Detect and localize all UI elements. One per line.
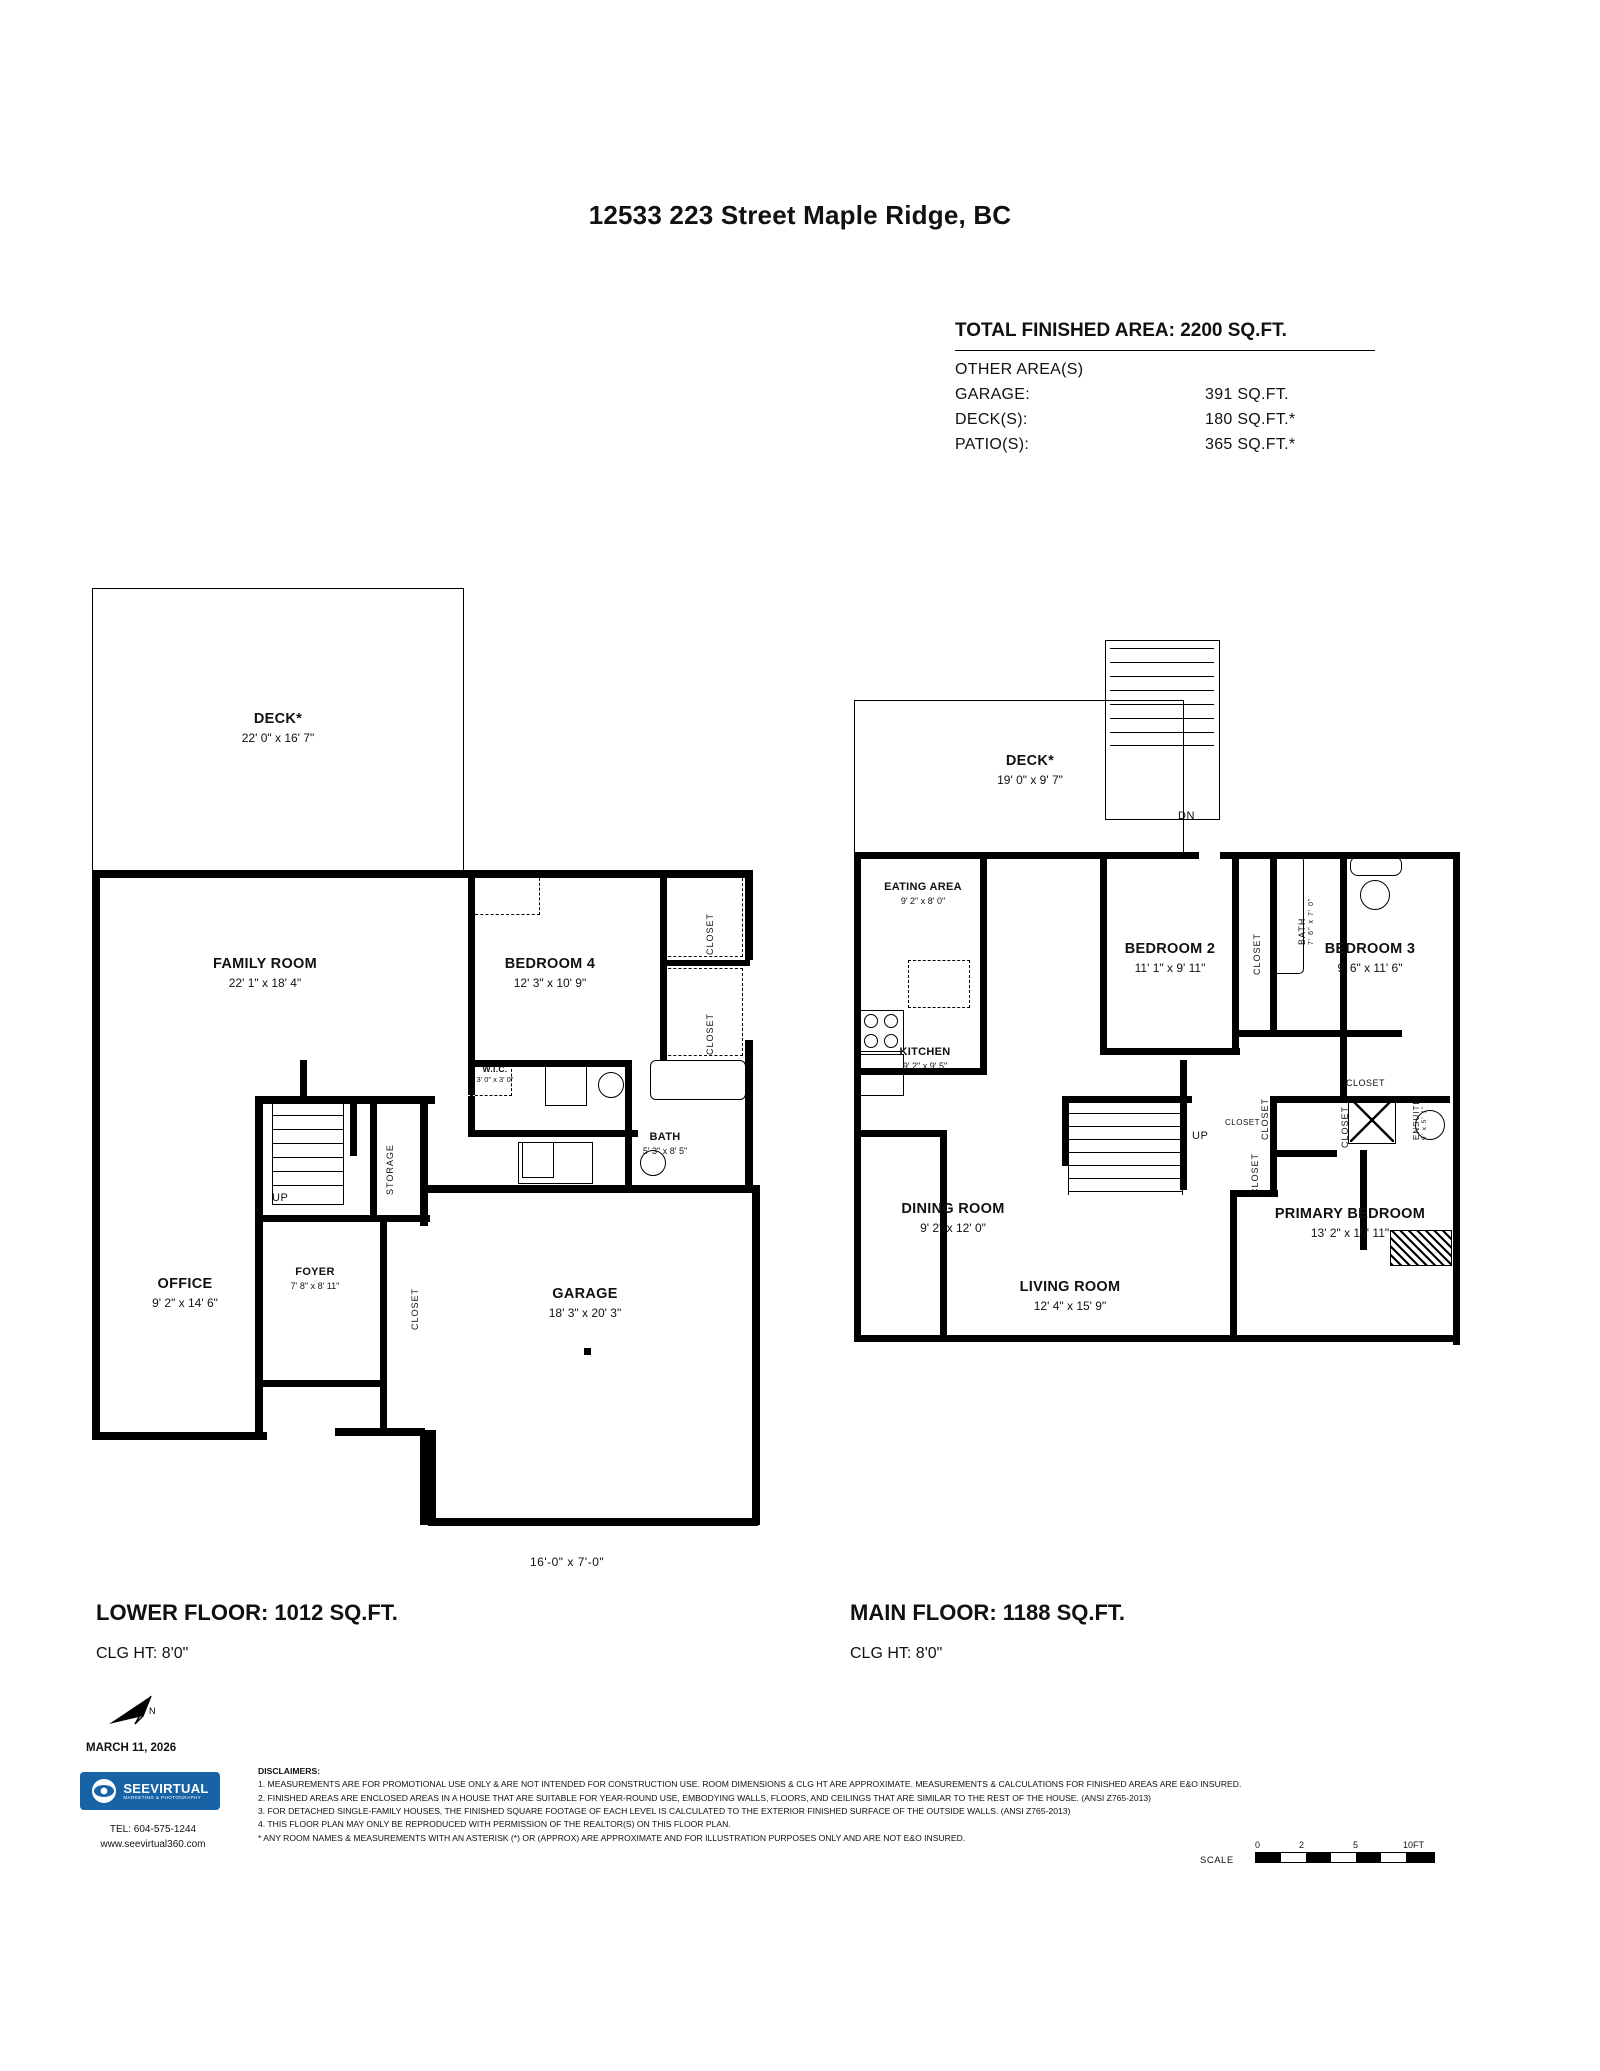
north-arrow-icon (105, 1690, 165, 1738)
wall-lower-top (92, 870, 752, 878)
logo-name: SEEVIRTUAL (123, 1781, 209, 1796)
closet-shelf-dash-right (663, 873, 743, 957)
closet-label-hall: CLOSET (1260, 1097, 1270, 1140)
wall-foyer-closet-left (380, 1218, 387, 1433)
wall-storage-right (370, 1096, 377, 1221)
room-eating-area: EATING AREA 9' 2" x 8' 0" (884, 881, 962, 906)
area-row-patios-value: 365 SQ.FT.* (1205, 436, 1296, 453)
wall-foyer-bottom (255, 1380, 385, 1387)
wall-bath-main-bottom (1232, 1030, 1402, 1037)
scale-tick-5: 5 (1353, 1840, 1359, 1850)
wall-bath-left (625, 1060, 632, 1190)
wall-main-left (854, 852, 861, 1342)
plan-date: MARCH 11, 2026 (86, 1742, 177, 1754)
disclaimer-asterisk: * ANY ROOM NAMES & MEASUREMENTS WITH AN ASTERISK (*) OR (APPROX) ARE APPROXIMATE AND FOR ILLUSTRATION PURPOSES ONLY AND ARE NOT E&O INSURED. (258, 1832, 966, 1843)
scale-ticks (1255, 1840, 1435, 1852)
kitchen-island-dash (908, 960, 970, 1008)
disclaimer-1: 1. MEASUREMENTS ARE FOR PROMOTIONAL USE ONLY & ARE NOT INTENDED FOR CONSTRUCTION USE. ROOM DIMENSIONS & CLG HT ARE APPROXIMATE. MEASUREMENTS & CALCULATIONS FOR FINISHED AREAS ARE E&O INSURED. (258, 1779, 1242, 1790)
room-bath-lower: BATH 5' 3" x 8' 5" (642, 1131, 688, 1156)
room-foyer: FOYER 7' 8" x 8' 11" (290, 1266, 340, 1291)
room-primary-bedroom: PRIMARY BEDROOM 13' 2" x 10' 11" (1274, 1206, 1426, 1240)
tub-fixture-lower (650, 1060, 746, 1100)
wall-garage-top (420, 1185, 760, 1193)
wall-lower-bottom-left (92, 1432, 267, 1440)
room-kitchen: KITCHEN 9' 2" x 9' 5" (899, 1046, 951, 1071)
wall-primary-top-left (1270, 1096, 1277, 1196)
ensuite-label: ENSUITE (1412, 1098, 1421, 1140)
wall-wic-right (300, 1060, 307, 1096)
area-row-decks-value: 180 SQ.FT.* (1205, 411, 1296, 428)
toilet-fixture-main (1350, 856, 1402, 876)
room-deck-lower: DECK* 22' 0" x 16' 7" (241, 711, 315, 745)
ensuite-dim: 9' x 5' 1" (1421, 1105, 1428, 1140)
lower-floor-clg: CLG HT: 8'0" (96, 1645, 189, 1662)
disclaimer-2: 2. FINISHED AREAS ARE ENCLOSED AREAS IN A HOUSE THAT ARE SUITABLE FOR YEAR-ROUND USE, EMBODYING WALLS, FLOORS, AND CEILINGS THAT ARE SIMILAR TO THE REST OF THE HOUSE. (ANSI Z765-2013) (258, 1792, 1152, 1803)
room-deck-main: DECK* 19' 0" x 9' 7" (997, 753, 1063, 787)
area-row-garage-key: GARAGE: (955, 386, 1031, 403)
wall-foyer-right (420, 1096, 428, 1226)
garage-center-dot (584, 1348, 591, 1355)
bath-dim-main: 7' 6" x 7' 0" (1308, 897, 1315, 945)
north-arrow (105, 1690, 165, 1738)
wall-bath-bottom (468, 1130, 638, 1137)
staircase-lower (272, 1100, 344, 1205)
closet-shelf-dash-bed4 (470, 873, 540, 915)
wall-foyer-top (255, 1215, 430, 1222)
wall-garage-inner (428, 1430, 436, 1525)
contact-info (78, 1822, 228, 1852)
sink-fixture-lower (598, 1072, 624, 1098)
storage-label-lower: STORAGE (385, 1144, 395, 1195)
room-dining-room: DINING ROOM 9' 2" x 12' 0" (901, 1201, 1005, 1235)
disclaimers-title: DISCLAIMERS: (258, 1766, 321, 1776)
disclaimer-4: 4. THIS FLOOR PLAN MAY ONLY BE REPRODUCED WITH PERMISSION OF THE REALTOR(S) ON THIS FLOOR PLAN. (258, 1819, 731, 1830)
wall-bed3-left (1340, 1030, 1347, 1100)
closet-label-primary: CLOSET (1250, 1152, 1260, 1195)
main-floor-caption: MAIN FLOOR: 1188 SQ.FT. (850, 1600, 1126, 1625)
wall-garage-left-lower (420, 1430, 428, 1525)
wall-main-top-left (854, 852, 1199, 859)
closet-label-lower-upper: CLOSET (705, 912, 715, 955)
main-floor-clg: CLG HT: 8'0" (850, 1645, 943, 1662)
staircase-main (1068, 1100, 1183, 1195)
scale-bar (1255, 1840, 1435, 1863)
ensuite-shower-x (1350, 1098, 1394, 1142)
room-garage: GARAGE 18' 3" x 20' 3" (548, 1286, 622, 1320)
room-bedroom-3: BEDROOM 3 9' 6" x 11' 6" (1324, 941, 1416, 975)
stove-burner-1 (864, 1014, 878, 1028)
logo-tagline: MARKETING & PHOTOGRAPHY (123, 1795, 202, 1800)
company-logo[interactable] (80, 1772, 220, 1810)
patio-dimension-label: 16'-0" x 7'-0" (530, 1555, 605, 1569)
total-finished-area: TOTAL FINISHED AREA: 2200 SQ.FT. (955, 320, 1287, 341)
wall-lower-left (92, 870, 100, 1440)
closet-label-foyer: CLOSET (410, 1287, 420, 1330)
closet-label-bed3-side: CLOSET (1340, 1105, 1350, 1148)
scale-label: SCALE (1200, 1855, 1234, 1866)
stove-burner-2 (884, 1014, 898, 1028)
wall-garage-right (752, 1185, 760, 1525)
wall-lower-right-mid (745, 1040, 753, 1190)
area-row-patios-key: PATIO(S): (955, 436, 1030, 453)
wall-main-right (1453, 855, 1460, 1345)
closet-label-lower-lower: CLOSET (705, 1012, 715, 1055)
lower-floor-plan (0, 0, 800, 1662)
page-title: 12533 223 Street Maple Ridge, BC (588, 200, 1012, 230)
area-row-decks-key: DECK(S): (955, 411, 1028, 428)
stair-dn-label: DN (1178, 810, 1195, 822)
closet-label-bed3: CLOSET (1346, 1078, 1386, 1088)
disclaimer-3: 3. FOR DETACHED SINGLE-FAMILY HOUSES, THE FINISHED SQUARE FOOTAGE OF EACH LEVEL IS CALCULATED TO THE EXTERIOR FINISHED SURFACE OF THE OUTSIDE WALLS. (ANSI Z765-2013) (258, 1805, 1071, 1816)
svg-text:N: N (149, 1706, 156, 1716)
bath-label-main: BATH (1297, 917, 1307, 945)
stair-up-label-main: UP (1192, 1130, 1209, 1142)
wall-garage-bottom (428, 1518, 758, 1526)
closet-label-small: CLOSET (1225, 1118, 1261, 1127)
scale-tick-2: 2 (1299, 1840, 1305, 1850)
sink-fixture-main (1360, 880, 1390, 910)
room-wic: W.I.C. 3' 0" x 3' 0" (476, 1064, 514, 1085)
wall-closet-split (660, 960, 750, 966)
stair-up-label-lower: UP (272, 1192, 289, 1204)
scale-bar-graphic (1255, 1852, 1435, 1863)
room-living-room: LIVING ROOM 12' 4" x 15' 9" (1019, 1279, 1121, 1313)
disclaimers (258, 1765, 1518, 1845)
room-bedroom-2: BEDROOM 2 11' 1" x 9' 11" (1124, 941, 1216, 975)
wall-bath-left2 (468, 1096, 475, 1136)
room-bedroom-4: BEDROOM 4 12' 3" x 10' 9" (504, 956, 596, 990)
wall-livingroom-step (854, 1130, 944, 1137)
lower-floor-caption: LOWER FLOOR: 1012 SQ.FT. (96, 1600, 398, 1625)
wall-primary-left (1230, 1190, 1237, 1340)
wall-ensuite-top (1277, 1150, 1337, 1157)
area-row-garage-value: 391 SQ.FT. (1205, 386, 1289, 403)
eye-logo-icon (91, 1778, 117, 1804)
contact-tel: TEL: 604-575-1244 (109, 1824, 197, 1835)
closet-shelf-dash-right2 (663, 968, 743, 1056)
room-family-room: FAMILY ROOM 22' 1" x 18' 4" (212, 956, 317, 990)
wall-stair-right (350, 1096, 357, 1156)
vanity-basin-lower (522, 1142, 554, 1178)
other-areas-label: OTHER AREA(S) (955, 361, 1084, 378)
shower-fixture-lower (545, 1064, 587, 1106)
room-office: OFFICE 9' 2" x 14' 6" (152, 1276, 218, 1310)
contact-web[interactable]: www.seevirtual360.com (100, 1839, 206, 1850)
closet-label-bed2: CLOSET (1252, 932, 1262, 975)
scale-tick-0: 0 (1255, 1840, 1261, 1850)
main-floor-plan (800, 0, 1600, 1662)
scale-tick-10: 10FT (1403, 1840, 1425, 1850)
wall-lower-right-top (745, 870, 753, 960)
wall-bed2-bottom (1100, 1048, 1240, 1055)
